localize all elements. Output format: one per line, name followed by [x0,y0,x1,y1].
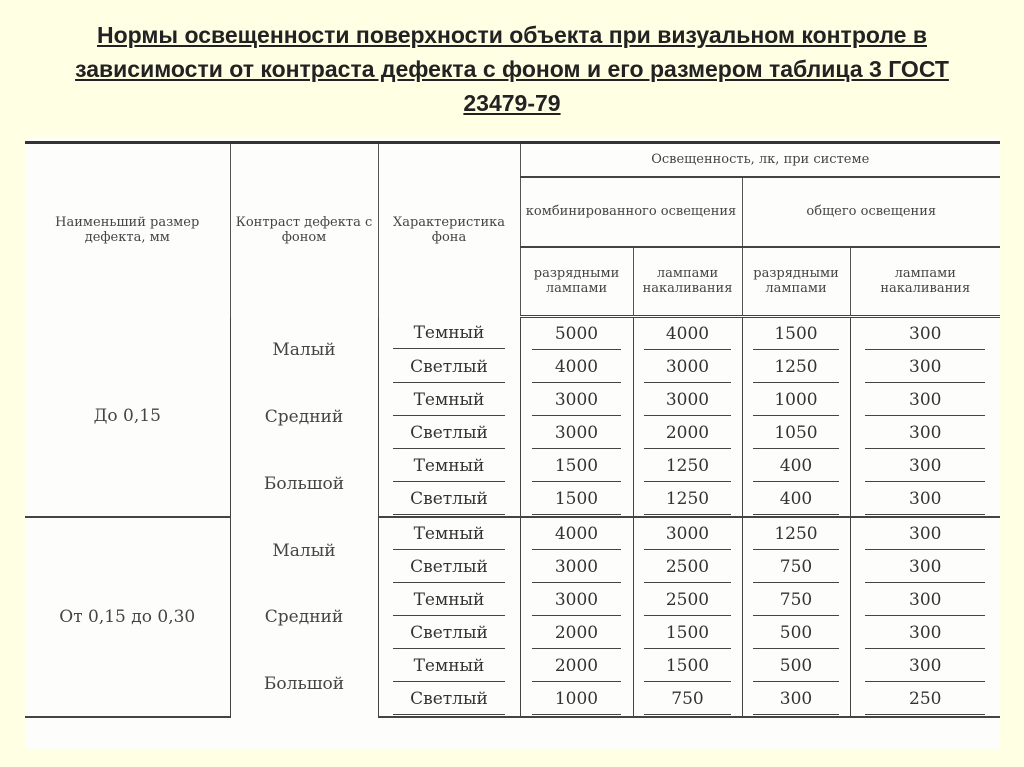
illuminance-value-cell [742,517,850,551]
illuminance-value-cell [633,584,742,617]
scanned-table-sheet [25,137,1000,749]
illuminance-value: 1500 [644,618,730,649]
background-text: Темный [393,318,506,349]
illuminance-value-cell [850,517,1000,551]
illuminance-value: 4000 [532,352,622,383]
illuminance-value: 2500 [644,585,730,616]
contrast-cell: Большой [230,650,378,717]
illuminance-value: 5000 [532,319,622,350]
illuminance-value-cell [850,650,1000,683]
illuminance-value: 1500 [532,484,622,515]
illuminance-value-cell [520,650,633,683]
illuminance-value: 2500 [644,552,730,583]
background-text: Светлый [393,352,506,383]
background-text: Темный [393,651,506,682]
background-cell [378,450,520,483]
background-text: Светлый [393,618,506,649]
illuminance-value: 1500 [532,451,622,482]
illuminance-value-cell [742,351,850,384]
illuminance-value-cell [742,683,850,717]
illuminance-value-cell [850,351,1000,384]
defect-size-cell: От 0,15 до 0,30 [25,517,230,717]
illuminance-value-cell [633,417,742,450]
illuminance-value-cell [520,551,633,584]
illuminance-value-cell [850,450,1000,483]
table-row [25,317,1000,352]
illuminance-value-cell [850,617,1000,650]
background-cell [378,617,520,650]
illuminance-value: 500 [753,618,839,649]
background-cell [378,517,520,551]
illuminance-value-cell [742,317,850,352]
illuminance-value: 1250 [644,484,730,515]
illuminance-value: 3000 [532,552,622,583]
background-cell [378,417,520,450]
illuminance-value: 300 [865,352,985,383]
illuminance-value: 1050 [753,418,839,449]
illuminance-value: 3000 [532,385,622,416]
illuminance-value: 300 [865,418,985,449]
background-cell [378,483,520,517]
background-cell [378,584,520,617]
illuminance-value-cell [850,584,1000,617]
illuminance-value: 300 [865,519,985,550]
background-text: Светлый [393,418,506,449]
illuminance-value-cell [520,450,633,483]
illuminance-value: 300 [865,552,985,583]
contrast-cell: Малый [230,517,378,584]
illuminance-value: 1250 [753,352,839,383]
contrast-cell: Малый [230,317,378,385]
illuminance-value-cell [520,384,633,417]
background-text: Светлый [393,484,506,515]
illuminance-value: 1250 [753,519,839,550]
illuminance-value: 750 [644,684,730,715]
illuminance-value-cell [520,317,633,352]
illuminance-value: 3000 [532,418,622,449]
illuminance-value-cell [633,517,742,551]
illuminance-value: 400 [753,451,839,482]
illuminance-value-cell [633,617,742,650]
illuminance-value-cell [850,317,1000,352]
header-general-incandescent: лампами накаливания [850,247,1000,317]
illuminance-value: 3000 [532,585,622,616]
illuminance-value: 2000 [532,651,622,682]
illuminance-value: 3000 [644,385,730,416]
header-general: общего освещения [742,177,1000,247]
background-text: Темный [393,519,506,550]
illuminance-value: 750 [753,552,839,583]
illuminance-value-cell [633,551,742,584]
illuminance-value: 300 [865,484,985,515]
illuminance-value-cell [742,450,850,483]
illuminance-value-cell [850,483,1000,517]
illuminance-value-cell [742,384,850,417]
illuminance-value-cell [520,417,633,450]
header-illuminance: Освещенность, лк, при системе [520,143,1000,177]
illuminance-value: 300 [753,684,839,715]
illuminance-value-cell [520,584,633,617]
illuminance-value: 1500 [644,651,730,682]
illuminance-value-cell [633,384,742,417]
illuminance-value-cell [850,384,1000,417]
header-general-discharge: разрядными лампами [742,247,850,317]
illuminance-value: 1000 [532,684,622,715]
header-contrast: Контраст дефекта с фоном [230,143,378,317]
background-text: Темный [393,451,506,482]
illuminance-value-cell [520,517,633,551]
illuminance-value: 400 [753,484,839,515]
contrast-cell: Средний [230,384,378,450]
illuminance-value: 300 [865,451,985,482]
header-size: Наименьший размер дефекта, мм [25,143,230,317]
illuminance-value: 300 [865,585,985,616]
illuminance-value: 3000 [644,519,730,550]
illuminance-value-cell [742,551,850,584]
illuminance-value-cell [850,551,1000,584]
illuminance-value: 4000 [532,519,622,550]
illuminance-value-cell [633,351,742,384]
illuminance-value-cell [633,650,742,683]
illuminance-value-cell [742,650,850,683]
background-cell [378,551,520,584]
slide-title: Нормы освещенности поверхности объекта при визуальном контроле в зависимости от контраста дефекта с фоном и его размером таблица 3 ГОСТ 23479-79 [75,22,949,116]
illuminance-value-cell [742,617,850,650]
background-text: Темный [393,585,506,616]
illuminance-value-cell [520,617,633,650]
header-combined-incandescent: лампами накаливания [633,247,742,317]
illuminance-value: 500 [753,651,839,682]
illuminance-value: 3000 [644,352,730,383]
background-cell [378,351,520,384]
contrast-cell: Средний [230,584,378,650]
illuminance-value: 300 [865,385,985,416]
background-cell [378,384,520,417]
illuminance-value-cell [742,417,850,450]
background-text: Темный [393,385,506,416]
illuminance-value: 1250 [644,451,730,482]
illuminance-value-cell [633,450,742,483]
background-text: Светлый [393,684,506,715]
header-combined-discharge: разрядными лампами [520,247,633,317]
illuminance-value: 250 [865,684,985,715]
defect-size-cell: До 0,15 [25,317,230,518]
background-text: Светлый [393,552,506,583]
illuminance-value-cell [520,683,633,717]
illuminance-norms-table [25,141,1000,718]
illuminance-value-cell [520,351,633,384]
illuminance-value: 4000 [644,319,730,350]
illuminance-value: 300 [865,651,985,682]
illuminance-value-cell [633,683,742,717]
table-row [25,517,1000,551]
illuminance-value-cell [520,483,633,517]
illuminance-value: 1000 [753,385,839,416]
illuminance-value: 2000 [532,618,622,649]
illuminance-value: 2000 [644,418,730,449]
illuminance-value-cell [850,417,1000,450]
illuminance-value-cell [633,317,742,352]
header-combined: комбинированного освещения [520,177,742,247]
illuminance-value-cell [742,584,850,617]
background-cell [378,317,520,352]
background-cell [378,650,520,683]
header-background: Характеристика фона [378,143,520,317]
illuminance-value: 750 [753,585,839,616]
background-cell [378,683,520,717]
illuminance-value-cell [742,483,850,517]
illuminance-value-cell [850,683,1000,717]
illuminance-value-cell [633,483,742,517]
table-body [25,317,1000,718]
illuminance-value: 300 [865,319,985,350]
contrast-cell: Большой [230,450,378,517]
illuminance-value: 300 [865,618,985,649]
illuminance-value: 1500 [753,319,839,350]
